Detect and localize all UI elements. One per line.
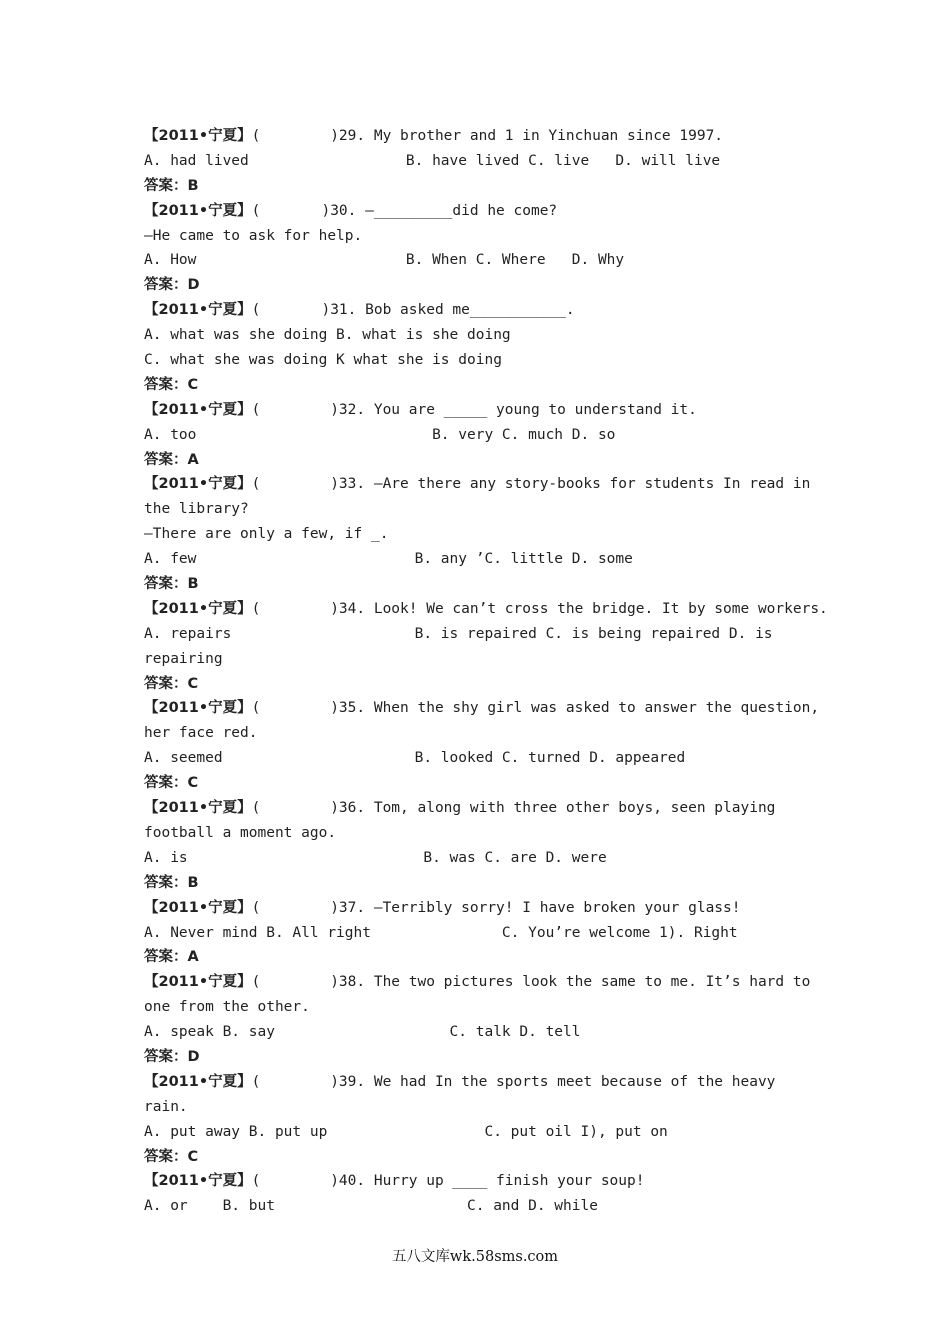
question-line — [144, 696, 824, 721]
question-tag: 【2011•宁夏】 — [144, 476, 252, 493]
question-tag: 【2011•宁夏】 — [144, 1073, 252, 1090]
question-text: —There are only a few, if _. — [144, 526, 389, 543]
answer-line: 答案：C — [144, 675, 199, 692]
question-options: C. what she was doing K what she is doing — [144, 352, 502, 369]
question-options: A. seemed B. looked C. turned D. appeared — [144, 750, 686, 767]
answer-line: 答案：D — [144, 1048, 200, 1065]
question-tag: 【2011•宁夏】 — [144, 899, 252, 916]
question-stem: ( )30. —_________did he come? — [251, 202, 558, 219]
question-line — [144, 398, 824, 423]
question-stem: ( )39. We had In the sports meet because of the heavy — [251, 1073, 776, 1090]
footer-watermark: 五八文库wk.58sms.com — [391, 1249, 559, 1265]
question-stem: ( )38. The two pictures look the same to me. It’s hard to — [251, 974, 811, 991]
question-options: A. had lived B. have lived C. live D. will live — [144, 152, 721, 169]
question-line — [144, 970, 824, 995]
question-line — [144, 796, 824, 821]
answer-line: 答案：B — [144, 576, 199, 593]
answer-line: 答案：C — [144, 376, 199, 393]
answer-line: 答案：B — [144, 874, 199, 891]
question-line — [144, 896, 824, 921]
question-options: A. put away B. put up C. put oil I), put on — [144, 1123, 668, 1140]
question-options: A. what was she doing B. what is she doing — [144, 327, 511, 344]
question-options: A. or B. but C. and D. while — [144, 1198, 598, 1215]
question-options: A. How B. When C. Where D. Why — [144, 252, 625, 269]
question-tag: 【2011•宁夏】 — [144, 600, 252, 617]
question-line — [144, 199, 824, 224]
question-stem: ( )40. Hurry up ____ finish your soup! — [251, 1173, 645, 1190]
question-tag: 【2011•宁夏】 — [144, 1173, 252, 1190]
question-stem: ( )31. Bob asked me___________. — [251, 302, 575, 319]
answer-line: 答案：A — [144, 949, 199, 966]
question-stem: ( )34. Look! We can’t cross the bridge. It by some workers. — [251, 600, 828, 617]
question-text: football a moment ago. — [144, 824, 337, 841]
answer-line: 答案：D — [144, 277, 200, 294]
question-text: —He came to ask for help. — [144, 227, 363, 244]
question-line — [144, 597, 828, 622]
question-stem: ( )36. Tom, along with three other boys, seen playing — [251, 800, 776, 817]
question-tag: 【2011•宁夏】 — [144, 401, 252, 418]
question-line — [144, 298, 824, 323]
question-options: A. is B. was C. are D. were — [144, 849, 607, 866]
question-text: the library? — [144, 501, 249, 518]
question-text: her face red. — [144, 725, 258, 742]
question-stem: ( )29. My brother and 1 in Yinchuan since 1997. — [251, 128, 724, 144]
question-tag: 【2011•宁夏】 — [144, 202, 252, 219]
question-stem: ( )35. When the shy girl was asked to answer the question, — [251, 700, 820, 717]
question-tag: 【2011•宁夏】 — [144, 974, 252, 991]
question-tag: 【2011•宁夏】 — [144, 128, 252, 144]
question-text: one from the other. — [144, 999, 310, 1016]
question-stem: ( )37. —Terribly sorry! I have broken your glass! — [251, 899, 741, 916]
question-list — [144, 124, 828, 1219]
question-tag: 【2011•宁夏】 — [144, 302, 252, 319]
answer-line: 答案：C — [144, 1148, 199, 1165]
question-options: A. few B. any ’C. little D. some — [144, 551, 633, 568]
question-stem: ( )32. You are _____ young to understand it. — [251, 401, 697, 418]
question-stem: ( )33. —Are there any story-books for students In read in — [251, 476, 811, 493]
question-text: rain. — [144, 1098, 188, 1115]
answer-line: 答案：A — [144, 451, 199, 468]
question-tag: 【2011•宁夏】 — [144, 700, 252, 717]
answer-line: 答案：B — [144, 177, 199, 194]
question-options: A. Never mind B. All right C. You’re welcome 1). Right — [144, 924, 738, 941]
question-line — [144, 1070, 824, 1095]
question-options: A. repairs B. is repaired C. is being repaired D. is — [144, 625, 773, 642]
question-line — [144, 124, 824, 149]
question-line — [144, 472, 824, 497]
question-tag: 【2011•宁夏】 — [144, 800, 252, 817]
question-line — [144, 1169, 824, 1194]
question-options: A. too B. very C. much D. so — [144, 426, 616, 443]
question-options: repairing — [144, 650, 223, 667]
answer-line: 答案：C — [144, 775, 199, 792]
question-options: A. speak B. say C. talk D. tell — [144, 1024, 581, 1041]
